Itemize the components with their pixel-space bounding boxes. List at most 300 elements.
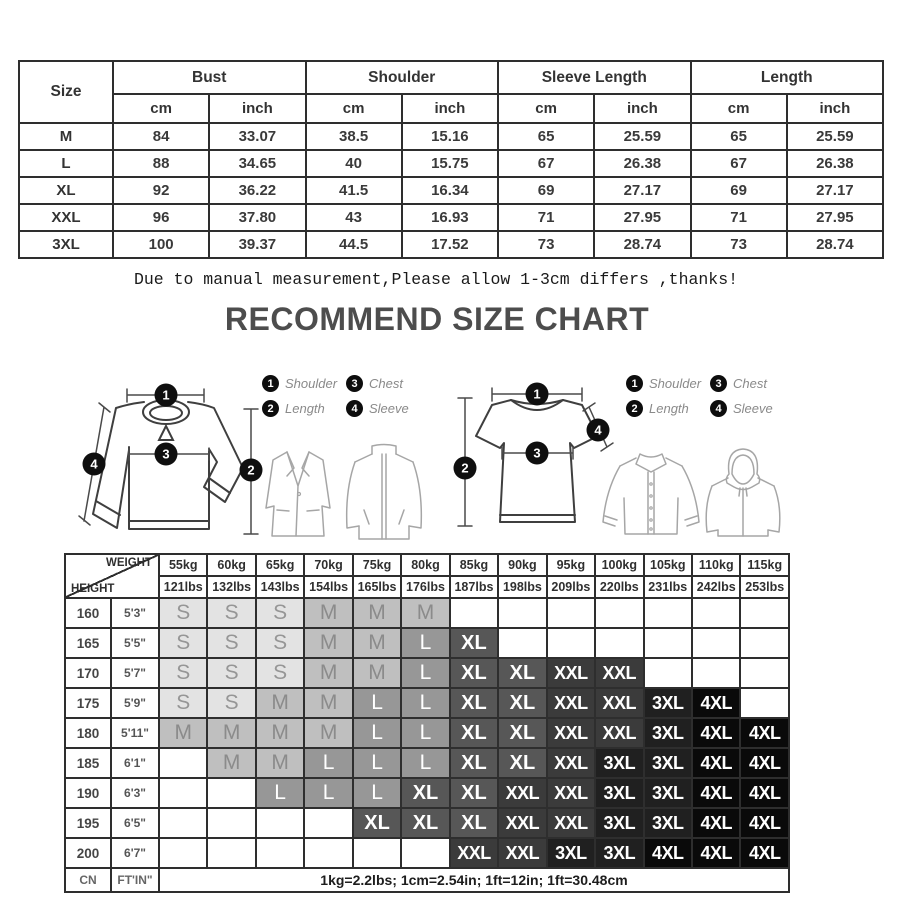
- length-header: Length: [691, 61, 884, 94]
- size-cell-empty: [595, 628, 643, 658]
- shoulder-header: Shoulder: [306, 61, 499, 94]
- size-cell: XXL: [498, 778, 546, 808]
- callout-3-chest: [526, 442, 549, 465]
- svg-text:3: 3: [533, 445, 541, 461]
- size-value: 92: [113, 177, 209, 204]
- weight-lbs-header: 231lbs: [644, 576, 692, 598]
- legend-4-icon: 4: [346, 400, 363, 417]
- size-cell: 3XL: [595, 808, 643, 838]
- height-ftin-cell: 5'7": [111, 658, 159, 688]
- size-cell-empty: [401, 838, 449, 868]
- size-cell-empty: [740, 598, 789, 628]
- size-value: 39.37: [209, 231, 305, 258]
- size-cell: XL: [450, 718, 498, 748]
- legend-shoulder: [626, 375, 710, 392]
- size-value: 73: [498, 231, 594, 258]
- matrix-footer-row: [65, 868, 789, 892]
- size-cell: L: [401, 718, 449, 748]
- size-value: 96: [113, 204, 209, 231]
- measure-legend-left: [262, 371, 432, 421]
- legend-row: [262, 396, 432, 421]
- size-label: L: [19, 150, 113, 177]
- size-cell: S: [256, 628, 304, 658]
- size-value: 100: [113, 231, 209, 258]
- bust-header: Bust: [113, 61, 306, 94]
- size-value: 65: [498, 123, 594, 150]
- size-cell: XXL: [547, 748, 595, 778]
- size-table-row: [19, 177, 883, 204]
- callout-2-length: [454, 457, 477, 480]
- size-cell: 3XL: [644, 808, 692, 838]
- size-cell-empty: [740, 688, 789, 718]
- matrix-header-row-lbs: [65, 576, 789, 598]
- weight-corner-label: WEIGHT: [106, 557, 152, 569]
- size-cell: M: [304, 628, 352, 658]
- size-cell: XXL: [498, 838, 546, 868]
- size-table-body: [19, 123, 883, 258]
- tshirt-measure-diagram: [448, 356, 618, 556]
- weight-kg-header: 80kg: [401, 554, 449, 576]
- svg-text:2: 2: [247, 462, 255, 478]
- button-shirt-sketch: [598, 448, 704, 538]
- size-label: XXL: [19, 204, 113, 231]
- size-cell: L: [401, 628, 449, 658]
- size-cell: XXL: [547, 718, 595, 748]
- size-value: 71: [498, 204, 594, 231]
- legend-sleeve: [710, 400, 794, 417]
- size-cell: M: [256, 718, 304, 748]
- height-ftin-cell: 6'1": [111, 748, 159, 778]
- height-weight-corner-cell: [65, 554, 159, 598]
- size-cell: XL: [450, 808, 498, 838]
- size-value: 28.74: [594, 231, 690, 258]
- callout-4-sleeve: [83, 453, 106, 476]
- size-cell: XL: [450, 778, 498, 808]
- size-cell: 3XL: [595, 748, 643, 778]
- size-cell: 4XL: [740, 838, 789, 868]
- unit-inch: inch: [209, 94, 305, 123]
- legend-sleeve: [346, 400, 430, 417]
- legend-1-icon: 1: [262, 375, 279, 392]
- size-label: M: [19, 123, 113, 150]
- size-value: 16.34: [402, 177, 498, 204]
- size-cell: L: [304, 778, 352, 808]
- size-cell: M: [304, 688, 352, 718]
- height-ftin-cell: 6'7": [111, 838, 159, 868]
- size-value: 25.59: [594, 123, 690, 150]
- size-cell: XL: [401, 778, 449, 808]
- size-cell-empty: [207, 778, 255, 808]
- size-cell: 3XL: [644, 748, 692, 778]
- unit-cm: cm: [691, 94, 787, 123]
- legend-length: [626, 400, 710, 417]
- svg-text:1: 1: [533, 386, 541, 402]
- size-column-header: Size: [19, 61, 113, 123]
- size-cell: M: [207, 718, 255, 748]
- size-cell: L: [401, 658, 449, 688]
- size-cell: S: [207, 688, 255, 718]
- size-label: 3XL: [19, 231, 113, 258]
- unit-cm: cm: [498, 94, 594, 123]
- size-cell-empty: [450, 598, 498, 628]
- matrix-row: [65, 808, 789, 838]
- callout-1-shoulder: [155, 384, 178, 407]
- matrix-body: [65, 598, 789, 868]
- size-cell: S: [256, 658, 304, 688]
- size-cell: XL: [498, 688, 546, 718]
- size-cell: L: [353, 688, 401, 718]
- hoodie-sketch: [700, 444, 786, 540]
- weight-kg-header: 70kg: [304, 554, 352, 576]
- legend-3-icon: 3: [710, 375, 727, 392]
- size-value: 88: [113, 150, 209, 177]
- size-cell-empty: [353, 838, 401, 868]
- size-cell: 4XL: [692, 838, 740, 868]
- size-value: 27.95: [787, 204, 883, 231]
- svg-text:4: 4: [90, 456, 98, 472]
- size-cell: XXL: [547, 778, 595, 808]
- size-value: 38.5: [306, 123, 402, 150]
- size-cell: XXL: [547, 808, 595, 838]
- recommend-size-chart-title: RECOMMEND SIZE CHART: [224, 301, 650, 337]
- weight-kg-header: 85kg: [450, 554, 498, 576]
- size-cell: M: [401, 598, 449, 628]
- matrix-row: [65, 718, 789, 748]
- legend-1-icon: 1: [626, 375, 643, 392]
- size-cell: L: [304, 748, 352, 778]
- height-cm-cell: 160: [65, 598, 111, 628]
- matrix-row: [65, 838, 789, 868]
- size-cell: 3XL: [644, 688, 692, 718]
- size-cell: M: [256, 688, 304, 718]
- matrix-row: [65, 658, 789, 688]
- size-value: 28.74: [787, 231, 883, 258]
- callout-3-chest: [155, 443, 178, 466]
- size-value: 69: [498, 177, 594, 204]
- size-cell: XL: [401, 808, 449, 838]
- size-value: 27.95: [594, 204, 690, 231]
- height-cm-cell: 195: [65, 808, 111, 838]
- weight-lbs-header: 132lbs: [207, 576, 255, 598]
- size-cell: XL: [450, 628, 498, 658]
- sweatshirt-collar-inner: [150, 406, 182, 420]
- legend-row: [262, 371, 432, 396]
- size-cell: XXL: [595, 718, 643, 748]
- weight-kg-header: 110kg: [692, 554, 740, 576]
- legend-row: [626, 371, 796, 396]
- unit-inch: inch: [787, 94, 883, 123]
- weight-lbs-header: 198lbs: [498, 576, 546, 598]
- matrix-footer: [65, 868, 789, 892]
- size-cell: XXL: [595, 688, 643, 718]
- weight-lbs-header: 143lbs: [256, 576, 304, 598]
- size-cell: 4XL: [692, 748, 740, 778]
- legend-shoulder: [262, 375, 346, 392]
- weight-kg-header: 95kg: [547, 554, 595, 576]
- weight-kg-header: 65kg: [256, 554, 304, 576]
- size-cell: XL: [450, 688, 498, 718]
- size-cell: XL: [498, 658, 546, 688]
- size-cell: 3XL: [595, 838, 643, 868]
- size-cell: S: [159, 628, 207, 658]
- recommend-matrix-table: [64, 553, 790, 893]
- size-cell-empty: [207, 838, 255, 868]
- height-cm-cell: 190: [65, 778, 111, 808]
- sleeve-length-header: Sleeve Length: [498, 61, 691, 94]
- size-cell: 3XL: [644, 778, 692, 808]
- size-cell: 4XL: [644, 838, 692, 868]
- size-value: 40: [306, 150, 402, 177]
- size-cell: XL: [498, 748, 546, 778]
- size-cell: 3XL: [547, 838, 595, 868]
- weight-lbs-header: 121lbs: [159, 576, 207, 598]
- matrix-header: [65, 554, 789, 598]
- size-value: 34.65: [209, 150, 305, 177]
- legend-shoulder-label: Shoulder: [649, 376, 702, 391]
- size-cell: 3XL: [595, 778, 643, 808]
- size-cell: XL: [353, 808, 401, 838]
- height-ftin-cell: 6'3": [111, 778, 159, 808]
- size-cell-empty: [159, 838, 207, 868]
- size-cell-empty: [644, 628, 692, 658]
- size-table-header: [19, 61, 883, 123]
- sweatshirt-v-stitch: [159, 426, 173, 440]
- legend-length: [262, 400, 346, 417]
- height-ftin-cell: 5'9": [111, 688, 159, 718]
- weight-kg-header: 55kg: [159, 554, 207, 576]
- height-cm-cell: 200: [65, 838, 111, 868]
- legend-2-icon: 2: [626, 400, 643, 417]
- height-corner-label: HEIGHT: [71, 583, 115, 595]
- size-cell: L: [353, 718, 401, 748]
- callout-1-shoulder: [526, 383, 549, 406]
- size-cell: 4XL: [692, 778, 740, 808]
- matrix-row: [65, 778, 789, 808]
- height-cm-cell: 175: [65, 688, 111, 718]
- size-cell-empty: [304, 838, 352, 868]
- size-cell: M: [304, 718, 352, 748]
- legend-3-icon: 3: [346, 375, 363, 392]
- size-cell: 3XL: [644, 718, 692, 748]
- size-table-row: [19, 150, 883, 177]
- size-value: 43: [306, 204, 402, 231]
- size-cell: L: [256, 778, 304, 808]
- size-table-row: [19, 204, 883, 231]
- legend-chest-label: Chest: [369, 376, 403, 391]
- cn-label: CN: [65, 868, 111, 892]
- size-cell: M: [304, 658, 352, 688]
- size-cell-empty: [547, 598, 595, 628]
- size-cell: XXL: [498, 808, 546, 838]
- height-ftin-cell: 5'11": [111, 718, 159, 748]
- size-cell-empty: [692, 598, 740, 628]
- legend-sleeve-label: Sleeve: [733, 401, 773, 416]
- matrix-header-row-kg: [65, 554, 789, 576]
- legend-chest: [346, 375, 430, 392]
- sweatshirt-right-sleeve: [188, 402, 243, 502]
- weight-lbs-header: 187lbs: [450, 576, 498, 598]
- weight-kg-header: 105kg: [644, 554, 692, 576]
- height-cm-cell: 180: [65, 718, 111, 748]
- size-value: 41.5: [306, 177, 402, 204]
- weight-lbs-header: 176lbs: [401, 576, 449, 598]
- height-ftin-cell: 5'5": [111, 628, 159, 658]
- size-cell-empty: [159, 808, 207, 838]
- weight-kg-header: 115kg: [740, 554, 789, 576]
- weight-kg-header: 90kg: [498, 554, 546, 576]
- size-value: 15.75: [402, 150, 498, 177]
- svg-text:2: 2: [461, 460, 469, 476]
- size-cell: M: [353, 658, 401, 688]
- size-cell: 4XL: [692, 808, 740, 838]
- height-cm-cell: 185: [65, 748, 111, 778]
- weight-lbs-header: 165lbs: [353, 576, 401, 598]
- matrix-row: [65, 748, 789, 778]
- size-cell-empty: [740, 628, 789, 658]
- size-value: 26.38: [594, 150, 690, 177]
- size-cell: XL: [498, 718, 546, 748]
- size-cell-empty: [740, 658, 789, 688]
- size-cell-empty: [256, 808, 304, 838]
- callout-2-length: [240, 459, 263, 482]
- size-cell-empty: [159, 748, 207, 778]
- size-cell: 4XL: [692, 718, 740, 748]
- legend-sleeve-label: Sleeve: [369, 401, 409, 416]
- weight-kg-header: 100kg: [595, 554, 643, 576]
- size-value: 84: [113, 123, 209, 150]
- height-cm-cell: 170: [65, 658, 111, 688]
- height-cm-cell: 165: [65, 628, 111, 658]
- size-cell-empty: [692, 628, 740, 658]
- size-cell-empty: [644, 598, 692, 628]
- size-cell-empty: [644, 658, 692, 688]
- size-cell: M: [304, 598, 352, 628]
- size-value: 69: [691, 177, 787, 204]
- size-cell: 4XL: [740, 808, 789, 838]
- ftin-label: FT'IN": [111, 868, 159, 892]
- size-cell: M: [207, 748, 255, 778]
- size-cell: XXL: [547, 688, 595, 718]
- size-value: 27.17: [594, 177, 690, 204]
- zip-jacket-sketch: [338, 442, 430, 544]
- size-cell: XXL: [595, 658, 643, 688]
- size-cell-empty: [498, 628, 546, 658]
- size-cell: 4XL: [740, 718, 789, 748]
- size-cell: 4XL: [740, 748, 789, 778]
- legend-shoulder-label: Shoulder: [285, 376, 338, 391]
- size-cell: XXL: [450, 838, 498, 868]
- size-cell: L: [353, 748, 401, 778]
- size-value: 44.5: [306, 231, 402, 258]
- matrix-row: [65, 598, 789, 628]
- weight-lbs-header: 209lbs: [547, 576, 595, 598]
- size-cell: S: [207, 628, 255, 658]
- size-cell: L: [401, 688, 449, 718]
- size-cell-empty: [159, 778, 207, 808]
- legend-length-label: Length: [649, 401, 689, 416]
- size-cell-empty: [595, 598, 643, 628]
- size-cell: M: [353, 628, 401, 658]
- size-value: 15.16: [402, 123, 498, 150]
- size-cell-empty: [498, 598, 546, 628]
- size-cell: M: [256, 748, 304, 778]
- size-value: 16.93: [402, 204, 498, 231]
- size-value: 25.59: [787, 123, 883, 150]
- legend-row: [626, 396, 796, 421]
- legend-chest: [710, 375, 794, 392]
- matrix-row: [65, 628, 789, 658]
- size-value: 65: [691, 123, 787, 150]
- size-value: 73: [691, 231, 787, 258]
- sweatshirt-left-cuff: [96, 501, 120, 515]
- size-cell-empty: [692, 658, 740, 688]
- size-cell: S: [207, 658, 255, 688]
- size-cell-empty: [207, 808, 255, 838]
- weight-lbs-header: 253lbs: [740, 576, 789, 598]
- size-cell: 4XL: [740, 778, 789, 808]
- size-value: 37.80: [209, 204, 305, 231]
- legend-chest-label: Chest: [733, 376, 767, 391]
- size-cell: XXL: [547, 658, 595, 688]
- size-cell: M: [353, 598, 401, 628]
- size-cell: S: [256, 598, 304, 628]
- svg-text:1: 1: [162, 387, 170, 403]
- size-cell: S: [159, 598, 207, 628]
- size-cell: L: [401, 748, 449, 778]
- weight-lbs-header: 220lbs: [595, 576, 643, 598]
- size-cell-empty: [256, 838, 304, 868]
- size-label: XL: [19, 177, 113, 204]
- unit-cm: cm: [306, 94, 402, 123]
- legend-4-icon: 4: [710, 400, 727, 417]
- size-cell: S: [207, 598, 255, 628]
- size-value: 36.22: [209, 177, 305, 204]
- sweatshirt-right-cuff: [209, 478, 230, 493]
- unit-inch: inch: [594, 94, 690, 123]
- weight-kg-header: 60kg: [207, 554, 255, 576]
- size-value: 67: [691, 150, 787, 177]
- size-cell: M: [159, 718, 207, 748]
- unit-cm: cm: [113, 94, 209, 123]
- callout-4-sleeve: [587, 419, 610, 442]
- size-table-row: [19, 123, 883, 150]
- size-table-row: [19, 231, 883, 258]
- svg-text:4: 4: [594, 422, 602, 438]
- size-table: [18, 60, 884, 259]
- legend-length-label: Length: [285, 401, 325, 416]
- size-value: 33.07: [209, 123, 305, 150]
- legend-2-icon: 2: [262, 400, 279, 417]
- size-value: 17.52: [402, 231, 498, 258]
- weight-lbs-header: 242lbs: [692, 576, 740, 598]
- size-cell: XL: [450, 748, 498, 778]
- unit-inch: inch: [402, 94, 498, 123]
- svg-text:3: 3: [162, 446, 170, 462]
- size-cell: S: [159, 658, 207, 688]
- size-value: 67: [498, 150, 594, 177]
- size-cell-empty: [304, 808, 352, 838]
- size-value: 26.38: [787, 150, 883, 177]
- size-cell: L: [353, 778, 401, 808]
- size-value: 71: [691, 204, 787, 231]
- height-ftin-cell: 6'5": [111, 808, 159, 838]
- height-ftin-cell: 5'3": [111, 598, 159, 628]
- matrix-row: [65, 688, 789, 718]
- weight-lbs-header: 154lbs: [304, 576, 352, 598]
- weight-kg-header: 75kg: [353, 554, 401, 576]
- size-value: 27.17: [787, 177, 883, 204]
- conversion-note: 1kg=2.2lbs; 1cm=2.54in; 1ft=12in; 1ft=30.48cm: [159, 868, 789, 892]
